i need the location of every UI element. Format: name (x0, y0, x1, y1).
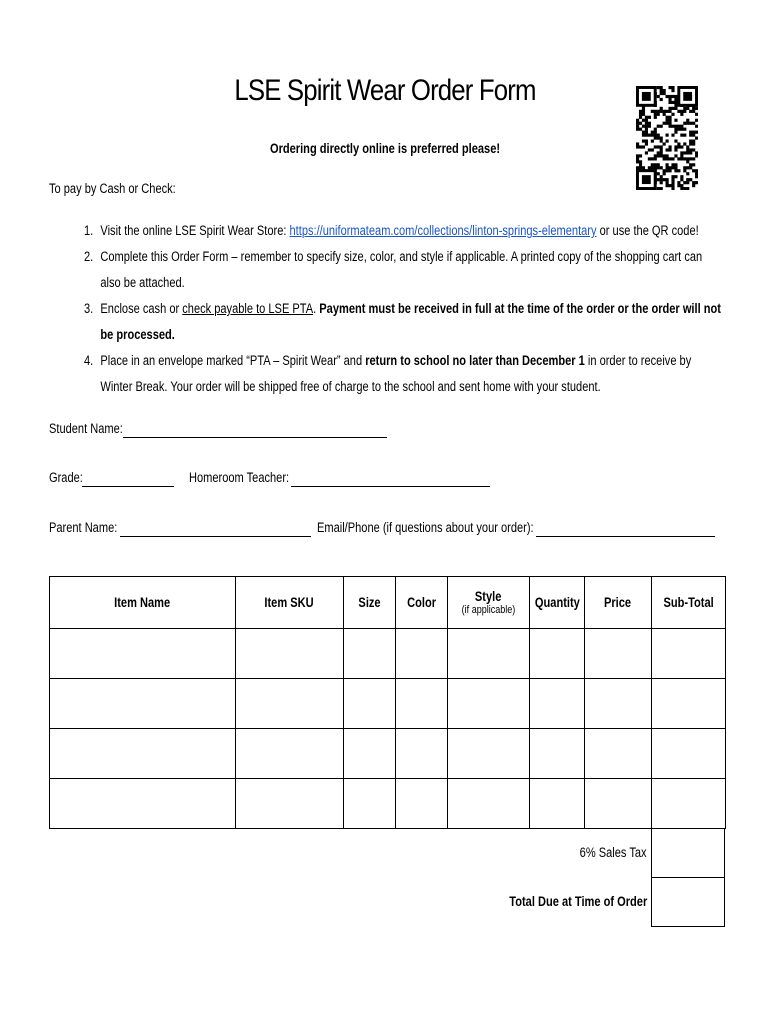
qr-code-icon (636, 86, 698, 190)
order-cell[interactable] (585, 779, 652, 829)
order-table (49, 576, 726, 829)
step-text: Complete this Order Form – remember to specify size, color, and style if applicable. A printed copy of the shopping cart can also be attached. (100, 249, 703, 290)
order-cell[interactable] (50, 779, 236, 829)
store-link[interactable]: https://uniformateam.com/collections/linton-springs-elementary (289, 223, 597, 238)
style-note: (if applicable) (461, 604, 516, 616)
order-cell[interactable] (448, 679, 530, 729)
step-2 (84, 244, 724, 296)
student-name-label: Student Name: (49, 421, 123, 436)
order-cell[interactable] (652, 779, 726, 829)
step-text: Place in an envelope marked “PTA – Spirit Wear” and (100, 353, 366, 368)
table-row (50, 729, 726, 779)
step-text: Enclose cash or (100, 301, 183, 316)
order-cell[interactable] (50, 679, 236, 729)
order-cell[interactable] (448, 729, 530, 779)
step-text: in order to receive by Winter Break. Your order will be shipped free of charge to the school and sent home with your student. (100, 353, 692, 394)
table-row (50, 629, 726, 679)
order-cell[interactable] (396, 679, 448, 729)
header-item-sku: Item SKU (236, 577, 344, 629)
instructions-list (84, 218, 721, 400)
order-cell[interactable] (344, 629, 396, 679)
step-4 (84, 348, 724, 400)
header-color: Color (396, 577, 448, 629)
parent-name-label: Parent Name: (49, 520, 118, 535)
order-cell[interactable] (396, 729, 448, 779)
homeroom-label: Homeroom Teacher: (189, 470, 290, 485)
order-cell[interactable] (585, 679, 652, 729)
order-cell[interactable] (530, 629, 585, 679)
order-cell[interactable] (396, 629, 448, 679)
step-3 (84, 296, 724, 348)
table-row (50, 779, 726, 829)
total-field[interactable] (651, 877, 725, 927)
table-row (50, 679, 726, 729)
step-text: . (313, 301, 320, 316)
step-number: 4. (84, 353, 94, 368)
pay-intro: To pay by Cash or Check: (49, 181, 176, 196)
order-cell[interactable] (652, 679, 726, 729)
form-subtitle: Ordering directly online is preferred please! (269, 141, 501, 156)
header-sub-total: Sub-Total (652, 577, 726, 629)
order-cell[interactable] (652, 629, 726, 679)
form-title: LSE Spirit Wear Order Form (234, 74, 536, 107)
table-header-row (50, 577, 726, 629)
email-phone-field[interactable] (536, 522, 715, 537)
order-cell[interactable] (236, 729, 344, 779)
parent-name-field[interactable] (120, 522, 311, 537)
total-row (49, 877, 725, 927)
sales-tax-label: 6% Sales Tax (580, 845, 647, 860)
sales-tax-field[interactable] (651, 828, 725, 878)
sales-tax-row (49, 828, 725, 878)
header-style: Style (if applicable) (448, 577, 530, 629)
order-cell[interactable] (236, 779, 344, 829)
homeroom-field[interactable] (291, 472, 490, 487)
order-cell[interactable] (50, 729, 236, 779)
order-cell[interactable] (448, 779, 530, 829)
header-price: Price (585, 577, 652, 629)
step-text: Visit the online LSE Spirit Wear Store: (100, 223, 290, 238)
step-1 (84, 218, 740, 244)
order-cell[interactable] (530, 779, 585, 829)
order-cell[interactable] (530, 729, 585, 779)
grade-field[interactable] (82, 472, 174, 487)
deadline-notice: return to school no later than December 1 (365, 353, 585, 368)
header-item-name: Item Name (50, 577, 236, 629)
order-cell[interactable] (236, 629, 344, 679)
order-cell[interactable] (344, 779, 396, 829)
step-number: 1. (84, 223, 94, 238)
step-number: 3. (84, 301, 94, 316)
step-number: 2. (84, 249, 94, 264)
grade-label: Grade: (49, 470, 83, 485)
header-quantity: Quantity (530, 577, 585, 629)
payable-to: check payable to LSE PTA (182, 301, 314, 316)
payment-notice: Payment must be received in full at the time of the order or the order will not be processed. (100, 301, 721, 342)
order-cell[interactable] (236, 679, 344, 729)
email-phone-label: Email/Phone (if questions about your order): (317, 520, 534, 535)
order-cell[interactable] (50, 629, 236, 679)
step-text: or use the QR code! (596, 223, 699, 238)
order-cell[interactable] (344, 729, 396, 779)
order-cell[interactable] (344, 679, 396, 729)
order-cell[interactable] (530, 679, 585, 729)
order-cell[interactable] (585, 629, 652, 679)
order-cell[interactable] (585, 729, 652, 779)
header-size: Size (344, 577, 396, 629)
order-cell[interactable] (396, 779, 448, 829)
order-cell[interactable] (652, 729, 726, 779)
order-cell[interactable] (448, 629, 530, 679)
total-label: Total Due at Time of Order (509, 894, 647, 909)
student-name-field[interactable] (123, 423, 387, 438)
